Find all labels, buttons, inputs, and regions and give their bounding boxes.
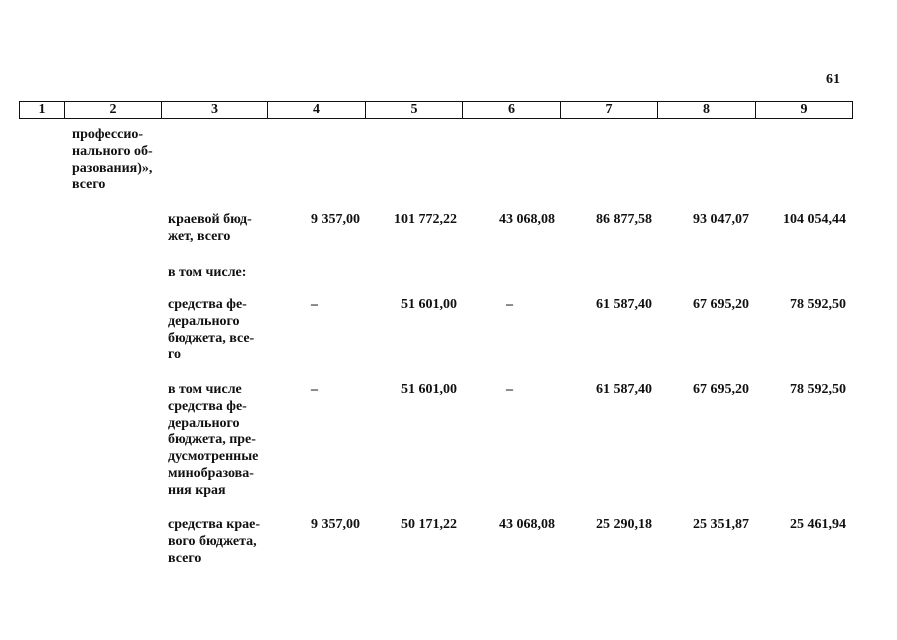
value-cell-col7: 86 877,58 — [596, 212, 652, 227]
value-cell-col8: 25 351,87 — [693, 517, 749, 532]
value-cell-col5: 50 171,22 — [401, 517, 457, 532]
value-cell-col7: 61 587,40 — [596, 297, 652, 312]
value-cell-col8: 67 695,20 — [693, 382, 749, 397]
column-number-5: 5 — [366, 102, 463, 119]
column-number-4: 4 — [268, 102, 366, 119]
value-cell-col6: 43 068,08 — [499, 517, 555, 532]
column-number-7: 7 — [561, 102, 658, 119]
value-cell-col4: 9 357,00 — [311, 517, 360, 532]
value-cell-col9: 78 592,50 — [790, 382, 846, 397]
value-cell-col5: 51 601,00 — [401, 382, 457, 397]
column-number-9: 9 — [756, 102, 853, 119]
source-label-cell: в том числе средства фе- дерального бюджета, пре- дусмотренные минобразова- ния края — [168, 382, 259, 498]
value-cell-col5: 101 772,22 — [394, 212, 457, 227]
value-cell-col7: 25 290,18 — [596, 517, 652, 532]
page-number: 61 — [826, 72, 840, 87]
source-label-cell: краевой бюд- жет, всего — [168, 212, 252, 244]
column-number-2: 2 — [65, 102, 162, 119]
value-cell-col9: 25 461,94 — [790, 517, 846, 532]
value-cell-col7: 61 587,40 — [596, 382, 652, 397]
column-number-header — [19, 101, 853, 119]
value-cell-col8: 93 047,07 — [693, 212, 749, 227]
value-cell-col4: – — [311, 382, 318, 397]
value-cell-col8: 67 695,20 — [693, 297, 749, 312]
source-label-cell: в том числе: — [168, 265, 247, 280]
source-label-cell: средства крае- вого бюджета, всего — [168, 517, 260, 566]
program-name-cell: профессио- нального об- разования)», всего — [72, 127, 153, 193]
value-cell-col6: – — [506, 382, 513, 397]
value-cell-col4: – — [311, 297, 318, 312]
value-cell-col6: 43 068,08 — [499, 212, 555, 227]
source-label-cell: средства фе- дерального бюджета, все- го — [168, 297, 255, 363]
value-cell-col5: 51 601,00 — [401, 297, 457, 312]
value-cell-col9: 104 054,44 — [783, 212, 846, 227]
value-cell-col6: – — [506, 297, 513, 312]
column-number-6: 6 — [463, 102, 561, 119]
column-number-8: 8 — [658, 102, 756, 119]
value-cell-col4: 9 357,00 — [311, 212, 360, 227]
column-number-3: 3 — [162, 102, 268, 119]
value-cell-col9: 78 592,50 — [790, 297, 846, 312]
column-number-1: 1 — [20, 102, 65, 119]
